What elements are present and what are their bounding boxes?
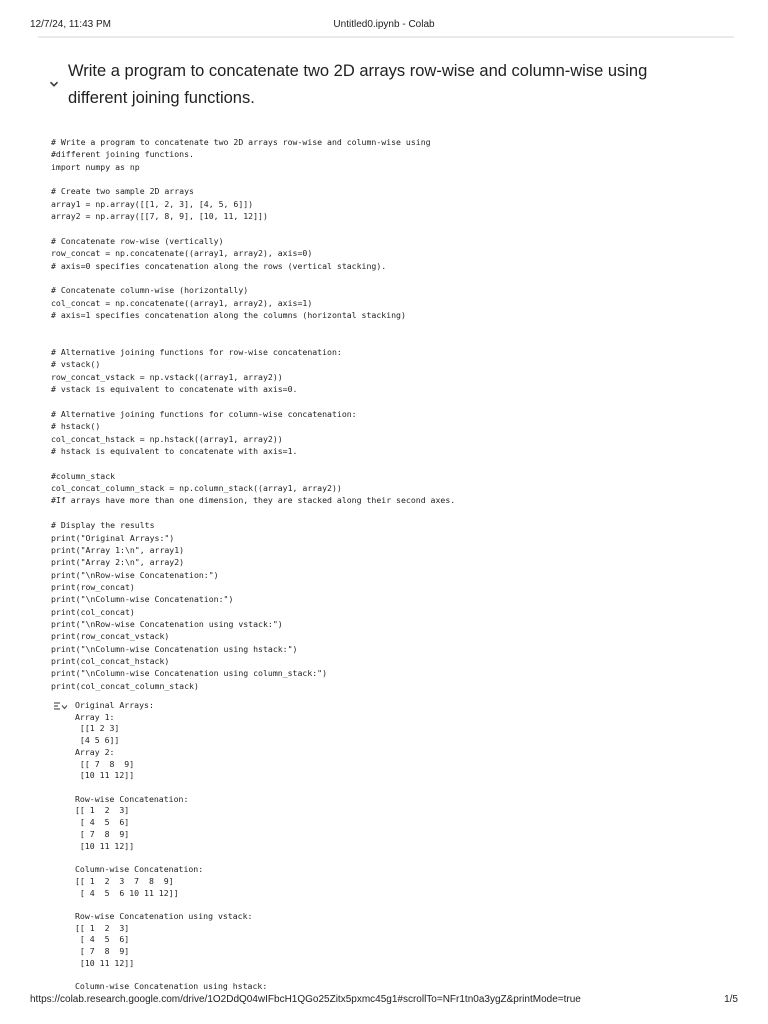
code-line: # Write a program to concatenate two 2D arrays row-wise and column-wise using xyxy=(51,137,431,147)
code-line: col_concat_column_stack = np.column_stack((array1, array2)) xyxy=(51,483,342,494)
code-line xyxy=(51,334,711,346)
print-header xyxy=(0,19,768,33)
code-line: # Concatenate column-wise (horizontally) xyxy=(51,285,249,296)
output-line: [ 4 5 6 10 11 12]] xyxy=(75,887,179,898)
output-line: [ 4 5 6] xyxy=(75,817,130,828)
output-line: [[ 7 8 9] xyxy=(75,758,135,769)
output-line: Column-wise Concatenation: xyxy=(75,864,204,875)
page-indicator: 1/5 xyxy=(724,994,738,1005)
code-line: print("\nColumn-wise Concatenation:") xyxy=(51,594,234,605)
code-line: # axis=0 specifies concatenation along the rows (vertical stacking). xyxy=(51,260,387,271)
header-divider xyxy=(38,36,734,38)
code-line: print("Array 2:\n", array2) xyxy=(51,557,185,568)
print-footer xyxy=(0,994,768,1008)
code-line: array1 = np.array([[1, 2, 3], [4, 5, 6]]) xyxy=(51,198,254,209)
code-line: print(col_concat_column_stack) xyxy=(51,680,199,691)
code-line xyxy=(51,396,711,408)
code-line xyxy=(51,223,711,235)
output-line: [[1 2 3] xyxy=(75,723,120,734)
code-line: # Create two sample 2D arrays xyxy=(51,186,194,197)
print-datetime: 12/7/24, 11:43 PM xyxy=(30,19,111,30)
output-toggle-icon[interactable] xyxy=(53,700,69,712)
code-line: col_concat = np.concatenate((array1, array2), axis=1) xyxy=(51,297,313,308)
code-line: # Concatenate row-wise (vertically) xyxy=(51,235,224,246)
code-line: print("Original Arrays:") xyxy=(51,532,175,543)
code-line: # Alternative joining functions for column-wise concatenation: xyxy=(51,408,357,419)
output-line: Row-wise Concatenation: xyxy=(75,793,189,804)
code-line: # vstack() xyxy=(51,359,101,370)
print-url: https://colab.research.google.com/drive/1O2DdQ04wIFbcH1QGo25Zitx5pxmc45g1#scrollTo=NFr1tn0a3ygZ&printMode=true xyxy=(30,994,581,1005)
output-line: [10 11 12]] xyxy=(75,840,135,851)
code-line xyxy=(51,272,711,284)
output-line: Original Arrays: xyxy=(75,700,154,710)
code-line: print(col_concat_hstack) xyxy=(51,656,170,667)
output-line: [[ 1 2 3 7 8 9] xyxy=(75,875,174,886)
code-line: print("\nColumn-wise Concatenation using column_stack:") xyxy=(51,668,328,679)
code-line: array2 = np.array([[7, 8, 9], [10, 11, 12]]) xyxy=(51,211,268,222)
output-line: Row-wise Concatenation using vstack: xyxy=(75,910,253,921)
code-line: print("\nRow-wise Concatenation:") xyxy=(51,569,219,580)
code-line: #column_stack xyxy=(51,470,116,481)
output-line xyxy=(75,899,695,911)
output-line xyxy=(75,852,695,864)
output-line: [4 5 6]] xyxy=(75,735,120,746)
output-line: Column-wise Concatenation using hstack: xyxy=(75,981,268,992)
code-line xyxy=(51,321,711,333)
code-line: # hstack is equivalent to concatenate with axis=1. xyxy=(51,445,298,456)
code-line: print(row_concat) xyxy=(51,581,135,592)
section-heading: Write a program to concatenate two 2D arrays row-wise and column-wise using different joining functions. xyxy=(68,62,648,107)
code-line: print("\nColumn-wise Concatenation using hstack:") xyxy=(51,643,298,654)
print-doc-title: Untitled0.ipynb - Colab xyxy=(333,19,435,30)
code-line xyxy=(51,507,711,519)
code-line: import numpy as np xyxy=(51,161,140,172)
code-line: # Alternative joining functions for row-wise concatenation: xyxy=(51,347,342,358)
output-line: [10 11 12]] xyxy=(75,770,135,781)
code-line: #different joining functions. xyxy=(51,149,194,160)
output-line: [10 11 12]] xyxy=(75,957,135,968)
output-line xyxy=(75,970,695,982)
code-line: row_concat = np.concatenate((array1, array2), axis=0) xyxy=(51,248,313,259)
chevron-down-icon[interactable] xyxy=(48,78,62,92)
output-line: [[ 1 2 3] xyxy=(75,805,130,816)
output-line: [[ 1 2 3] xyxy=(75,922,130,933)
code-line: col_concat_hstack = np.hstack((array1, array2)) xyxy=(51,433,283,444)
code-line: # Display the results xyxy=(51,520,155,531)
code-line: # hstack() xyxy=(51,421,101,432)
code-line: # axis=1 specifies concatenation along the columns (horizontal stacking) xyxy=(51,310,406,321)
cell-output xyxy=(75,700,695,993)
code-line: print("Array 1:\n", array1) xyxy=(51,544,185,555)
code-line: row_concat_vstack = np.vstack((array1, array2)) xyxy=(51,371,283,382)
output-line: [ 7 8 9] xyxy=(75,828,130,839)
code-line: print("\nRow-wise Concatenation using vstack:") xyxy=(51,619,283,630)
code-line xyxy=(51,457,711,469)
code-line: print(col_concat) xyxy=(51,606,135,617)
code-line xyxy=(51,173,711,185)
output-line: [ 4 5 6] xyxy=(75,934,130,945)
output-line xyxy=(75,782,695,794)
code-line: #If arrays have more than one dimension, they are stacked along their second axes. xyxy=(51,495,456,506)
code-cell[interactable] xyxy=(51,136,711,692)
output-line: Array 1: xyxy=(75,711,115,722)
code-line: # vstack is equivalent to concatenate with axis=0. xyxy=(51,384,298,395)
output-line: Array 2: xyxy=(75,746,115,757)
output-line: [ 7 8 9] xyxy=(75,946,130,957)
code-line: print(row_concat_vstack) xyxy=(51,631,170,642)
